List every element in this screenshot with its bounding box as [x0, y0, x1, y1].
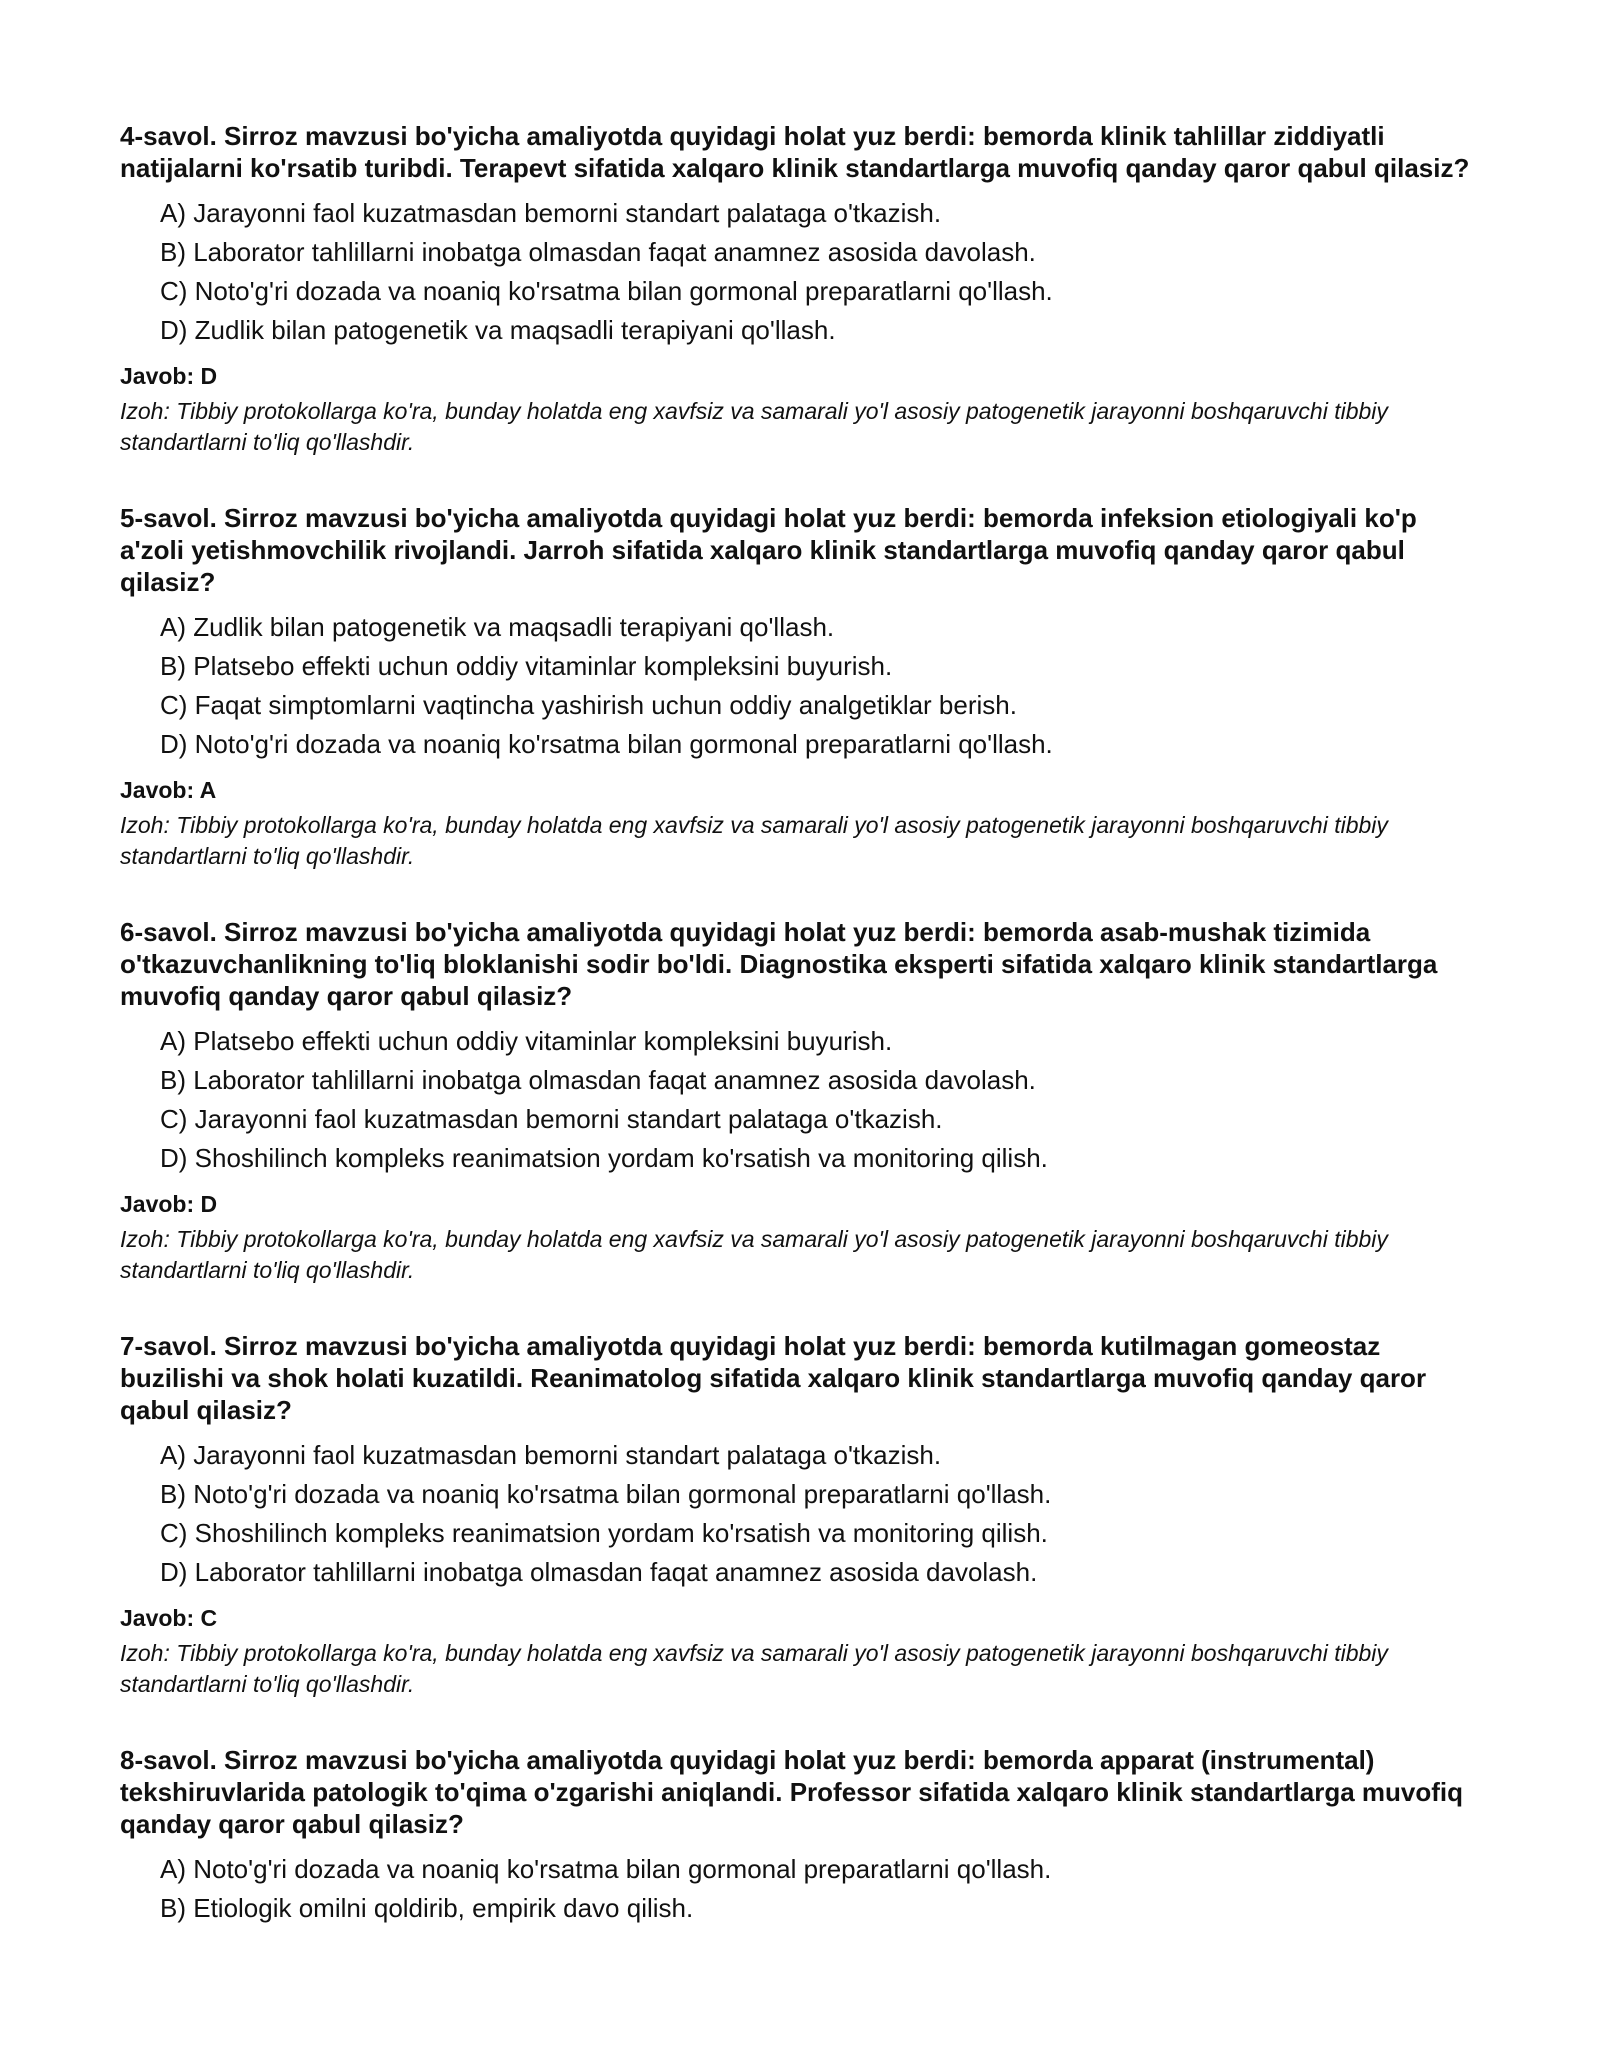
option-c: C) Noto'g'ri dozada va noaniq ko'rsatma bilan gormonal preparatlarni qo'llash. — [160, 276, 1053, 306]
option-d: D) Shoshilinch kompleks reanimatsion yordam ko'rsatish va monitoring qilish. — [160, 1143, 1048, 1173]
option-a: A) Platsebo effekti uchun oddiy vitaminlar kompleksini buyurish. — [160, 1026, 893, 1056]
option-d: D) Laborator tahlillarni inobatga olmasdan faqat anamnez asosida davolash. — [160, 1557, 1038, 1587]
option-d: D) Noto'g'ri dozada va noaniq ko'rsatma bilan gormonal preparatlarni qo'llash. — [160, 729, 1053, 759]
question-block — [120, 502, 1480, 872]
options-list — [120, 1022, 1480, 1178]
option-c: C) Faqat simptomlarni vaqtincha yashirish uchun oddiy analgetiklar berish. — [160, 690, 1017, 720]
question-text: 6-savol. Sirroz mavzusi bo'yicha amaliyotda quyidagi holat yuz berdi: bemorda asab-mushak tizimida o'tkazuvchanlikning to'liq bloklanishi sodir bo'ldi. Diagnostika eksperti sifatida xalqaro klinik standartlarga muvofiq qanday qaror qabul qilasiz? — [120, 917, 1438, 1011]
answer-label: Javob: D — [120, 1191, 218, 1217]
option-c: C) Jarayonni faol kuzatmasdan bemorni standart palataga o'tkazish. — [160, 1104, 943, 1134]
question-text: 8-savol. Sirroz mavzusi bo'yicha amaliyotda quyidagi holat yuz berdi: bemorda apparat (instrumental) tekshiruvlarida patologik to'qima o'zgarishi aniqlandi. Professor sifatida xalqaro klinik standartlarga muvofiq qanday qaror qabul qilasiz? — [120, 1745, 1464, 1839]
option-b: B) Laborator tahlillarni inobatga olmasdan faqat anamnez asosida davolash. — [160, 1065, 1036, 1095]
question-block — [120, 916, 1480, 1286]
question-text: 4-savol. Sirroz mavzusi bo'yicha amaliyotda quyidagi holat yuz berdi: bemorda klinik tahlillar ziddiyatli natijalarni ko'rsatib turibdi. Terapevt sifatida xalqaro klinik standartlarga muvofiq qanday qaror qabul qilasiz? — [120, 121, 1470, 183]
option-b: B) Platsebo effekti uchun oddiy vitaminlar kompleksini buyurish. — [160, 651, 893, 681]
explanation-note: Izoh: Tibbiy protokollarga ko'ra, bunday holatda eng xavfsiz va samarali yo'l asosiy patogenetik jarayonni boshqaruvchi tibbiy standartlarni to'liq qo'llashdir. — [120, 398, 1388, 455]
explanation-note: Izoh: Tibbiy protokollarga ko'ra, bunday holatda eng xavfsiz va samarali yo'l asosiy patogenetik jarayonni boshqaruvchi tibbiy standartlarni to'liq qo'llashdir. — [120, 1226, 1388, 1283]
answer-label: Javob: D — [120, 363, 218, 389]
options-list — [120, 1436, 1480, 1592]
option-a: A) Jarayonni faol kuzatmasdan bemorni standart palataga o'tkazish. — [160, 1440, 942, 1470]
question-block — [120, 120, 1480, 458]
answer-label: Javob: A — [120, 777, 217, 803]
option-a: A) Noto'g'ri dozada va noaniq ko'rsatma bilan gormonal preparatlarni qo'llash. — [160, 1854, 1052, 1884]
question-text: 5-savol. Sirroz mavzusi bo'yicha amaliyotda quyidagi holat yuz berdi: bemorda infeksion etiologiyali ko'p a'zoli yetishmovchilik rivojlandi. Jarroh sifatida xalqaro klinik standartlarga muvofiq qanday qaror qabul qilasiz? — [120, 503, 1417, 597]
question-block — [120, 1744, 1480, 1928]
option-c: C) Shoshilinch kompleks reanimatsion yordam ko'rsatish va monitoring qilish. — [160, 1518, 1048, 1548]
option-d: D) Zudlik bilan patogenetik va maqsadli terapiyani qo'llash. — [160, 315, 836, 345]
options-list — [120, 608, 1480, 764]
options-list — [120, 194, 1480, 350]
options-list — [120, 1850, 1480, 1928]
option-b: B) Etiologik omilni qoldirib, empirik davo qilish. — [160, 1893, 694, 1923]
option-b: B) Laborator tahlillarni inobatga olmasdan faqat anamnez asosida davolash. — [160, 237, 1036, 267]
option-b: B) Noto'g'ri dozada va noaniq ko'rsatma bilan gormonal preparatlarni qo'llash. — [160, 1479, 1052, 1509]
option-a: A) Zudlik bilan patogenetik va maqsadli terapiyani qo'llash. — [160, 612, 835, 642]
question-block — [120, 1330, 1480, 1700]
explanation-note: Izoh: Tibbiy protokollarga ko'ra, bunday holatda eng xavfsiz va samarali yo'l asosiy patogenetik jarayonni boshqaruvchi tibbiy standartlarni to'liq qo'llashdir. — [120, 1640, 1388, 1697]
explanation-note: Izoh: Tibbiy protokollarga ko'ra, bunday holatda eng xavfsiz va samarali yo'l asosiy patogenetik jarayonni boshqaruvchi tibbiy standartlarni to'liq qo'llashdir. — [120, 812, 1388, 869]
option-a: A) Jarayonni faol kuzatmasdan bemorni standart palataga o'tkazish. — [160, 198, 942, 228]
question-text: 7-savol. Sirroz mavzusi bo'yicha amaliyotda quyidagi holat yuz berdi: bemorda kutilmagan gomeostaz buzilishi va shok holati kuzatildi. Reanimatolog sifatida xalqaro klinik standartlarga muvofiq qanday qaror qabul qilasiz? — [120, 1331, 1427, 1425]
answer-label: Javob: C — [120, 1605, 218, 1631]
document-page — [120, 120, 1480, 1972]
